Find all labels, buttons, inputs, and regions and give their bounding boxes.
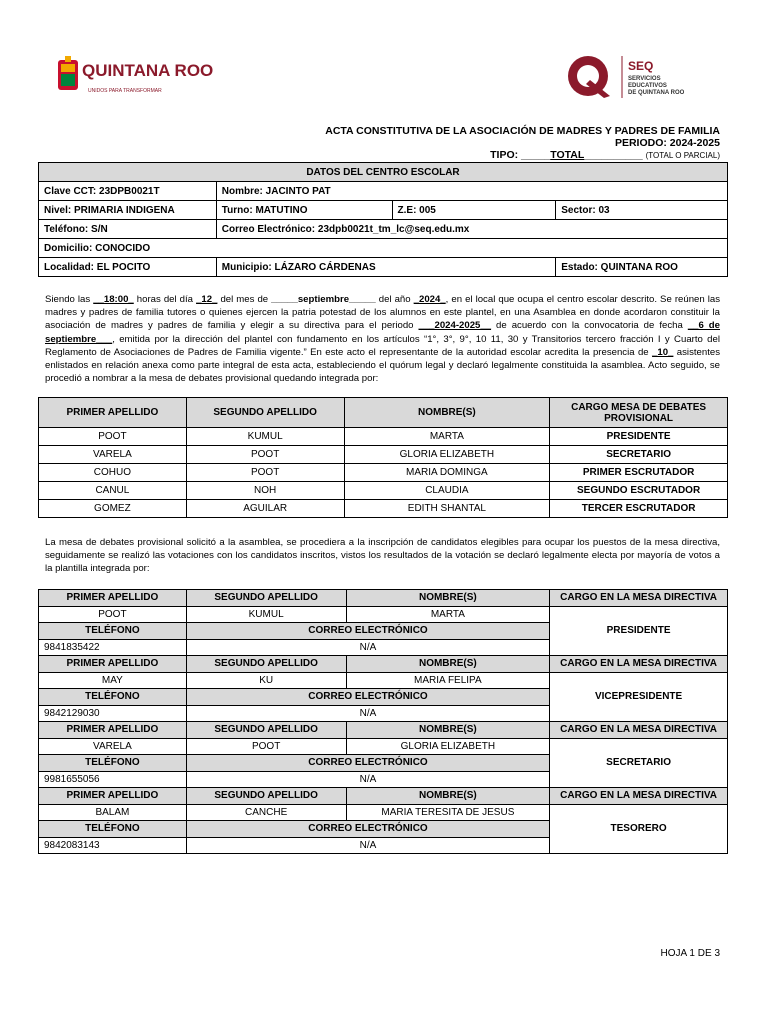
p1-text-3: del mes de: [217, 294, 272, 305]
dir-phone: 9842083143: [39, 837, 187, 854]
table-row: [39, 446, 728, 464]
table-row: [39, 500, 728, 518]
school-level: Nivel: PRIMARIA INDIGENA: [39, 201, 217, 220]
school-locality: Localidad: EL POCITO: [39, 258, 217, 277]
dir-header-ap1: PRIMER APELLIDO: [39, 590, 187, 607]
school-state: Estado: QUINTANA ROO: [556, 258, 728, 277]
dir-email: N/A: [186, 639, 549, 656]
debate-board-table: [38, 397, 728, 518]
debate-role: SEGUNDO ESCRUTADOR: [550, 482, 728, 500]
dir-email: N/A: [186, 837, 549, 854]
dir-header-name: NOMBRE(S): [346, 590, 550, 607]
dir-header-email: CORREO ELECTRÓNICO: [186, 623, 549, 640]
dir-phone: 9841835422: [39, 639, 187, 656]
school-shift: Turno: MATUTINO: [216, 201, 392, 220]
debate-ap2: NOH: [186, 482, 344, 500]
document-title: ACTA CONSTITUTIVA DE LA ASOCIACIÓN DE MADRES Y PADRES DE FAMILIA: [325, 125, 720, 137]
dir-header-name: NOMBRE(S): [346, 656, 550, 673]
school-email: Correo Electrónico: 23dpb0021t_tm_lc@seq.edu.mx: [216, 220, 727, 239]
dir-name: GLORIA ELIZABETH: [346, 738, 550, 755]
school-sector: Sector: 03: [556, 201, 728, 220]
p1-attendees: _10_: [652, 346, 674, 358]
dir-header-email: CORREO ELECTRÓNICO: [186, 689, 549, 706]
dir-header-ap2: SEGUNDO APELLIDO: [186, 590, 346, 607]
dir-ap1: VARELA: [39, 738, 187, 755]
dir-header-phone: TELÉFONO: [39, 689, 187, 706]
dir-header-ap1: PRIMER APELLIDO: [39, 656, 187, 673]
dir-ap1: POOT: [39, 606, 187, 623]
dir-email: N/A: [186, 705, 549, 722]
p1-text-7: , emitida por la dirección del plantel con fundamento en los artículos “1°, 3°, 9°, 10 11, 30 y Transitorios tercero fracción I y Cuarto del Reglamento de Asociaciones de Padres de Familia vigente.” En este acto el representante de la autoridad escolar acredita la presencia de: [45, 333, 720, 358]
p1-text-6: de acuerdo con la convocatoria de fecha: [491, 320, 688, 332]
dir-role: SECRETARIO: [550, 738, 728, 788]
debate-role: PRIMER ESCRUTADOR: [550, 464, 728, 482]
school-cct: Clave CCT: 23DPB0021T: [39, 182, 217, 201]
dir-header-role: CARGO EN LA MESA DIRECTIVA: [550, 722, 728, 739]
debate-role: SECRETARIO: [550, 446, 728, 464]
dir-ap2: KU: [186, 672, 346, 689]
tipo-label: TIPO:: [490, 149, 522, 161]
dir-header-phone: TELÉFONO: [39, 623, 187, 640]
dir-role: TESORERO: [550, 804, 728, 854]
school-data-table: [38, 162, 728, 277]
debate-header-role: CARGO MESA DE DEBATES PROVISIONAL: [550, 398, 728, 428]
dir-header-phone: TELÉFONO: [39, 821, 187, 838]
election-paragraph: La mesa de debates provisional solicitó a la asamblea, se procediera a la inscripción de candidatos elegibles para ocupar los puestos de la mesa directiva, seguidamente se realizó las votaciones con los candidatos inscritos, vistos los resultados de la votación se declaró legalmente electa por mayoría de votos a la plantilla integrada por:: [45, 537, 720, 575]
dir-ap1: BALAM: [39, 804, 187, 821]
seq-brand-text: SEQ: [628, 59, 654, 73]
debate-role: TERCER ESCRUTADOR: [550, 500, 728, 518]
dir-name: MARIA FELIPA: [346, 672, 550, 689]
school-section-title: DATOS DEL CENTRO ESCOLAR: [39, 163, 728, 182]
p1-text-2: horas del día: [133, 294, 197, 305]
tipo-post: __________: [584, 149, 643, 161]
document-period: PERIODO: 2024-2025: [614, 137, 720, 149]
logo-tagline: UNIDOS PARA TRANSFORMAR: [88, 88, 162, 94]
assembly-paragraph: [45, 293, 720, 385]
p1-text-4: del año: [375, 294, 414, 305]
dir-header-name: NOMBRE(S): [346, 788, 550, 805]
debate-ap1: VARELA: [39, 446, 187, 464]
p1-day: _12_: [196, 294, 218, 305]
page-number: HOJA 1 DE 3: [660, 948, 720, 959]
debate-name: EDITH SHANTAL: [344, 500, 550, 518]
logo-brand-text: QUINTANA ROO: [82, 61, 214, 80]
dir-header-email: CORREO ELECTRÓNICO: [186, 821, 549, 838]
debate-ap2: AGUILAR: [186, 500, 344, 518]
debate-role: PRESIDENTE: [550, 428, 728, 446]
school-name: Nombre: JACINTO PAT: [216, 182, 727, 201]
dir-header-ap2: SEGUNDO APELLIDO: [186, 788, 346, 805]
debate-ap1: CANUL: [39, 482, 187, 500]
dir-phone: 9842129030: [39, 705, 187, 722]
quintana-roo-emblem-icon: [58, 56, 78, 90]
debate-ap2: POOT: [186, 464, 344, 482]
tipo-hint: (TOTAL O PARCIAL): [645, 151, 720, 160]
table-row: [39, 464, 728, 482]
board-directive-table: [38, 589, 728, 854]
debate-ap2: KUMUL: [186, 428, 344, 446]
debate-name: MARTA: [344, 428, 550, 446]
dir-header-role: CARGO EN LA MESA DIRECTIVA: [550, 590, 728, 607]
debate-header-ap1: PRIMER APELLIDO: [39, 398, 187, 428]
p1-hour: __18:00_: [93, 294, 134, 305]
dir-phone: 9981655056: [39, 771, 187, 788]
tipo-pre: _____: [521, 149, 551, 161]
dir-header-name: NOMBRE(S): [346, 722, 550, 739]
p1-date: __6 de septiembre___: [45, 320, 721, 345]
dir-role: VICEPRESIDENTE: [550, 672, 728, 722]
seq-logo: [560, 50, 710, 106]
debate-ap1: POOT: [39, 428, 187, 446]
dir-ap2: KUMUL: [186, 606, 346, 623]
dir-header-email: CORREO ELECTRÓNICO: [186, 755, 549, 772]
dir-name: MARTA: [346, 606, 550, 623]
p1-year: _2024_: [413, 294, 446, 305]
debate-ap2: POOT: [186, 446, 344, 464]
p1-text-8: asistentes enlistados en relación anexa como parte integral de esta acta, estableciendo el quórum legal y declaró legalmente constituida la asamblea. Acto seguido, se procedió a nombrar a la mesa de debates provisional quedando integrada por:: [45, 346, 720, 385]
dir-ap2: CANCHE: [186, 804, 346, 821]
dir-header-role: CARGO EN LA MESA DIRECTIVA: [550, 788, 728, 805]
school-phone: Teléfono: S/N: [39, 220, 217, 239]
seq-line1: SERVICIOS: [628, 76, 661, 82]
quintana-roo-logo: [48, 52, 214, 108]
tipo-value: TOTAL: [550, 149, 585, 161]
school-address: Domicilio: CONOCIDO: [39, 239, 728, 258]
seq-line2: EDUCATIVOS: [628, 83, 667, 89]
table-row: [39, 428, 728, 446]
debate-name: CLAUDIA: [344, 482, 550, 500]
school-zone: Z.E: 005: [392, 201, 556, 220]
dir-header-ap2: SEGUNDO APELLIDO: [186, 722, 346, 739]
tipo-line: [490, 149, 720, 161]
table-row: [39, 482, 728, 500]
dir-name: MARIA TERESITA DE JESUS: [346, 804, 550, 821]
dir-header-role: CARGO EN LA MESA DIRECTIVA: [550, 656, 728, 673]
debate-ap1: GOMEZ: [39, 500, 187, 518]
dir-ap2: POOT: [186, 738, 346, 755]
seq-line3: DE QUINTANA ROO: [628, 90, 685, 96]
debate-ap1: COHUO: [39, 464, 187, 482]
dir-header-phone: TELÉFONO: [39, 755, 187, 772]
dir-email: N/A: [186, 771, 549, 788]
debate-name: GLORIA ELIZABETH: [344, 446, 550, 464]
dir-header-ap1: PRIMER APELLIDO: [39, 722, 187, 739]
school-municipality: Municipio: LÁZARO CÁRDENAS: [216, 258, 555, 277]
debate-header-name: NOMBRE(S): [344, 398, 550, 428]
dir-ap1: MAY: [39, 672, 187, 689]
seq-emblem-icon: [568, 56, 610, 98]
p1-text-1: Siendo las: [45, 294, 94, 305]
dir-role: PRESIDENTE: [550, 606, 728, 656]
p1-text-5: , en el local que ocupa el centro escolar descrito. Se reúnen las madres y padres de familia tutores o quienes ejercen la patria potestad de los alumnos en este plantel, en una Asamblea en donde acordaron constituir la asociación de madres y padres de familia y elegir a su directiva para el periodo: [45, 294, 721, 332]
debate-name: MARIA DOMINGA: [344, 464, 550, 482]
p1-month: _____septiembre_____: [271, 294, 376, 305]
p1-period: ___2024-2025__: [418, 320, 492, 332]
debate-header-ap2: SEGUNDO APELLIDO: [186, 398, 344, 428]
dir-header-ap2: SEGUNDO APELLIDO: [186, 656, 346, 673]
dir-header-ap1: PRIMER APELLIDO: [39, 788, 187, 805]
